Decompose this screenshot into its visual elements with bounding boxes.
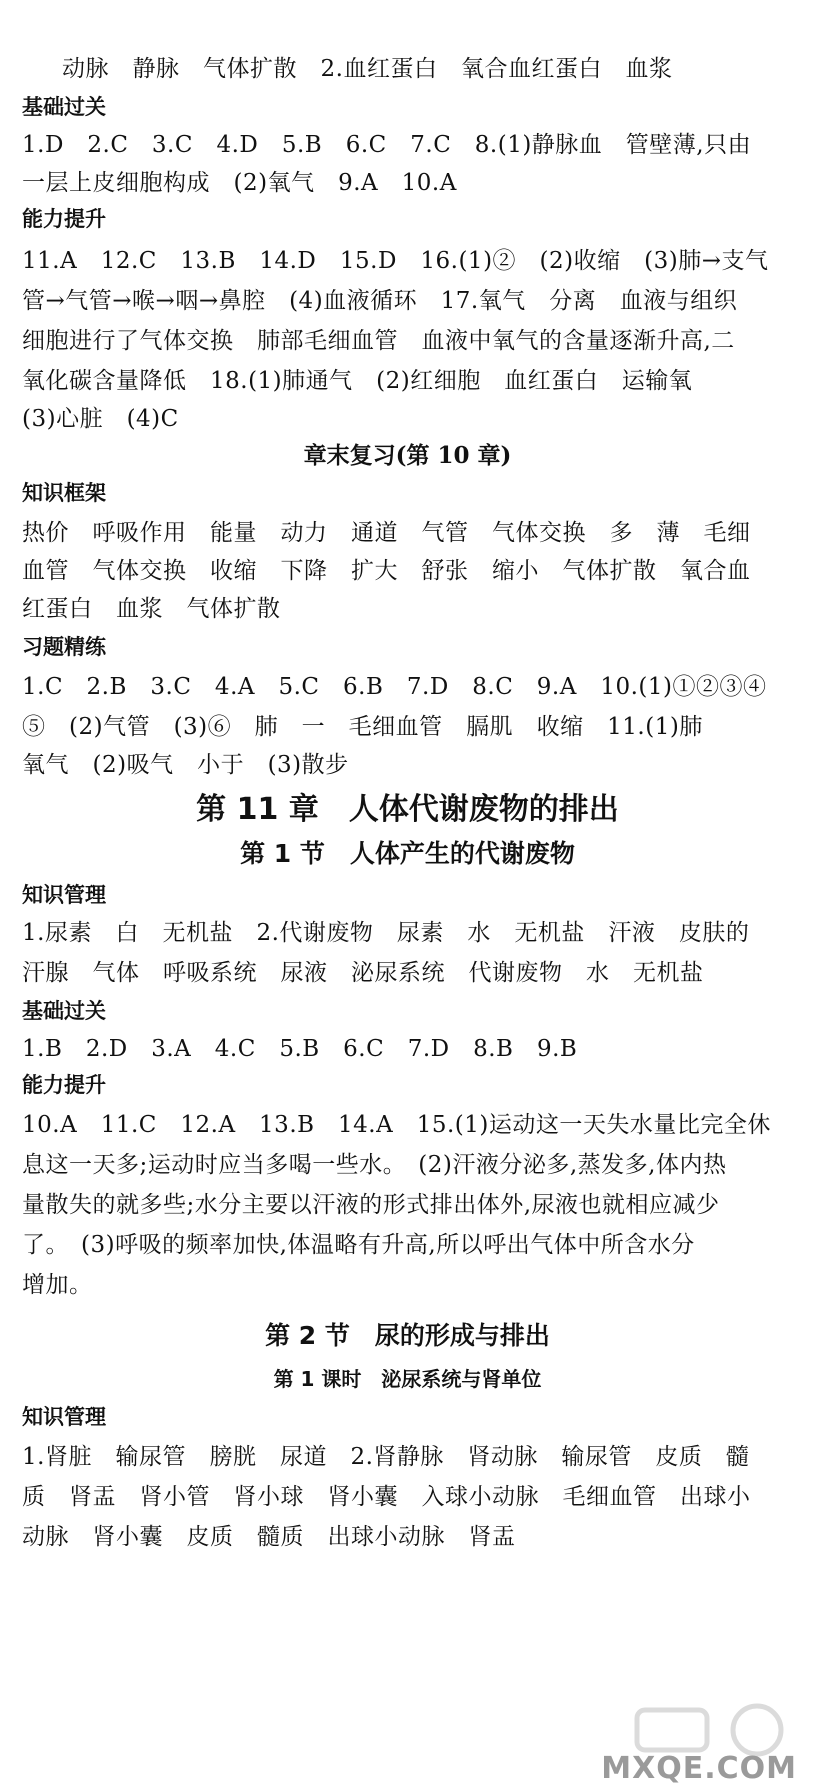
text-line: 血管 气体交换 收缩 下降 扩大 舒张 缩小 气体扩散 氧合血 <box>22 558 751 584</box>
text-line: 动脉 静脉 气体扩散 2.血红蛋白 氧合血红蛋白 血浆 <box>62 56 673 82</box>
text-line: 1.D 2.C 3.C 4.D 5.B 6.C 7.C 8.(1)静脉血 管壁薄,只由 <box>22 132 752 158</box>
watermark-text: MXQE.COM <box>601 1751 797 1786</box>
text-line: 11.A 12.C 13.B 14.D 15.D 16.(1)② (2)收缩 (3)肺→支气 <box>22 248 769 274</box>
subheading-zhishi: 知识管理 <box>22 1405 106 1429</box>
subheading-nengli: 能力提升 <box>22 207 106 231</box>
text-line: 动脉 肾小囊 皮质 髓质 出球小动脉 肾盂 <box>22 1524 516 1550</box>
text-line: 1.尿素 白 无机盐 2.代谢废物 尿素 水 无机盐 汗液 皮肤的 <box>22 920 750 946</box>
text-line: 汗腺 气体 呼吸系统 尿液 泌尿系统 代谢废物 水 无机盐 <box>22 960 704 986</box>
text-line: 1.B 2.D 3.A 4.C 5.B 6.C 7.D 8.B 9.B <box>22 1036 578 1062</box>
text-line: 氧化碳含量降低 18.(1)肺通气 (2)红细胞 血红蛋白 运输氧 <box>22 368 693 394</box>
text-line: 了。 (3)呼吸的频率加快,体温略有升高,所以呼出气体中所含水分 <box>22 1232 695 1258</box>
text-line: 增加。 <box>22 1272 93 1298</box>
section-title: 第 1 节 人体产生的代谢废物 <box>240 839 575 868</box>
text-line: 管→气管→喉→咽→鼻腔 (4)血液循环 17.氧气 分离 血液与组织 <box>22 288 738 314</box>
text-line: 细胞进行了气体交换 肺部毛细血管 血液中氧气的含量逐渐升高,二 <box>22 328 735 354</box>
subheading-zhishi: 知识管理 <box>22 883 106 907</box>
subheading-jichu: 基础过关 <box>22 999 106 1023</box>
text-line: 热价 呼吸作用 能量 动力 通道 气管 气体交换 多 薄 毛细 <box>22 520 751 546</box>
chapter-title: 第 11 章 人体代谢废物的排出 <box>196 792 619 827</box>
text-line: 质 肾盂 肾小管 肾小球 肾小囊 入球小动脉 毛细血管 出球小 <box>22 1484 751 1510</box>
text-line: 量散失的就多些;水分主要以汗液的形式排出体外,尿液也就相应减少 <box>22 1192 720 1218</box>
text-line: ⑤ (2)气管 (3)⑥ 肺 一 毛细血管 膈肌 收缩 11.(1)肺 <box>22 714 703 740</box>
text-line: 红蛋白 血浆 气体扩散 <box>22 596 281 622</box>
text-line: 10.A 11.C 12.A 13.B 14.A 15.(1)运动这一天失水量比完全休 <box>22 1112 771 1138</box>
subheading-xiti: 习题精练 <box>22 635 106 659</box>
subheading-jichu: 基础过关 <box>22 95 106 119</box>
subheading-nengli: 能力提升 <box>22 1073 106 1097</box>
text-line: 一层上皮细胞构成 (2)氧气 9.A 10.A <box>22 170 457 196</box>
section-title: 第 2 节 尿的形成与排出 <box>265 1321 550 1350</box>
chapter-review-heading: 章末复习(第 10 章) <box>303 442 512 469</box>
text-line: 1.C 2.B 3.C 4.A 5.C 6.B 7.D 8.C 9.A 10.(1)①②③④ <box>22 674 767 700</box>
subheading-kuangjia: 知识框架 <box>22 481 106 505</box>
text-line: (3)心脏 (4)C <box>22 406 179 432</box>
text-line: 氧气 (2)吸气 小于 (3)散步 <box>22 752 349 778</box>
lesson-title: 第 1 课时 泌尿系统与肾单位 <box>273 1367 542 1391</box>
text-line: 1.肾脏 输尿管 膀胱 尿道 2.肾静脉 肾动脉 输尿管 皮质 髓 <box>22 1444 750 1470</box>
text-line: 息这一天多;运动时应当多喝一些水。 (2)汗液分泌多,蒸发多,体内热 <box>22 1152 727 1178</box>
